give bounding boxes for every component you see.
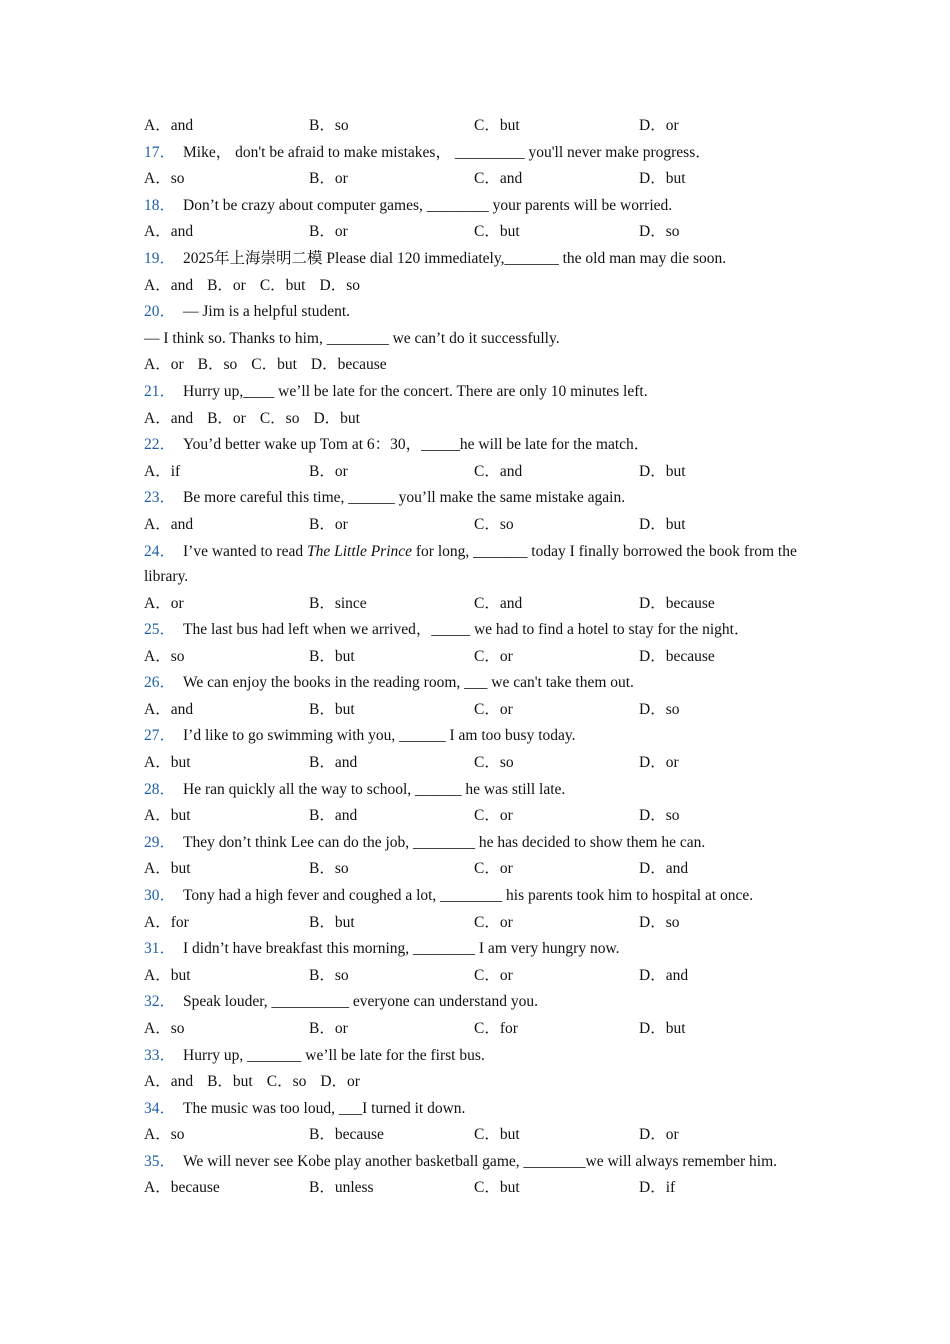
- question-text: 2025年上海崇明二模 Please dial 120 immediately,_______ the old man may die soon.: [183, 249, 727, 267]
- options-row: [144, 1069, 804, 1096]
- question-number: 30．: [144, 887, 176, 905]
- option-a: A．but: [144, 807, 191, 825]
- question-number: 21．: [144, 382, 176, 400]
- option-c: C．or: [474, 647, 513, 665]
- option-d: D．because: [639, 647, 715, 665]
- question-text: He ran quickly all the way to school, ______ he was still late.: [183, 780, 566, 798]
- option-c: C．for: [474, 1020, 518, 1037]
- question-number: 23．: [144, 489, 176, 507]
- options-row: [144, 856, 804, 883]
- option-a: A．or: [144, 594, 184, 612]
- options-row: [144, 697, 804, 724]
- option-d: D．or: [639, 1126, 679, 1144]
- question-number: 29．: [144, 833, 176, 851]
- option-b: B．so: [197, 356, 238, 374]
- question-number: 35．: [144, 1152, 176, 1170]
- question-text: Be more careful this time, ______ you’ll make the same mistake again.: [183, 489, 626, 507]
- option-d: D．but: [313, 409, 360, 427]
- option-b: B．or: [309, 1020, 348, 1037]
- question-text: We can enjoy the books in the reading room, ___ we can't take them out.: [183, 674, 634, 692]
- question-text: They don’t think Lee can do the job, ________ he has decided to show them he can.: [183, 833, 706, 851]
- question-29: [144, 830, 804, 857]
- question-18: [144, 193, 804, 220]
- option-c: C．or: [474, 700, 513, 718]
- option-a: A．and: [144, 223, 194, 241]
- option-b: B．so: [309, 966, 349, 984]
- options-row: [144, 1016, 804, 1043]
- question-30: [144, 883, 804, 910]
- question-text: Tony had a high fever and coughed a lot, ________ his parents took him to hospital at once.: [183, 887, 754, 905]
- option-b: B．or: [309, 462, 348, 480]
- option-c: C．or: [474, 860, 513, 878]
- option-c: C．and: [474, 594, 523, 612]
- options-row: [144, 591, 804, 618]
- question-text: Mike， don't be afraid to make mistakes， _________ you'll never make progress．: [183, 143, 711, 161]
- option-a: A．or: [144, 356, 184, 374]
- option-d: D．or: [320, 1073, 360, 1091]
- option-a: A．and: [144, 515, 194, 533]
- option-d: D．and: [639, 966, 689, 984]
- question-number: 25．: [144, 621, 176, 639]
- option-d: D．but: [639, 462, 686, 480]
- options-row: [144, 113, 804, 140]
- options-row: [144, 963, 804, 990]
- option-c: C．so: [266, 1073, 307, 1091]
- question-33: [144, 1043, 804, 1070]
- question-21: [144, 379, 804, 406]
- option-d: D．but: [639, 170, 686, 188]
- option-a: A．if: [144, 462, 181, 480]
- question-number: 34．: [144, 1099, 176, 1117]
- option-c: C．or: [474, 966, 513, 984]
- option-c: C．or: [474, 913, 513, 931]
- option-d: D．so: [639, 223, 680, 241]
- options-row: [144, 352, 804, 379]
- question-number: 20．: [144, 303, 176, 321]
- option-a: A．so: [144, 170, 185, 188]
- options-row: [144, 459, 804, 486]
- option-c: C．so: [474, 754, 514, 772]
- option-c: C．but: [251, 356, 297, 374]
- options-row: [144, 644, 804, 671]
- question-text: I didn’t have breakfast this morning, ________ I am very hungry now.: [183, 940, 620, 958]
- option-d: D．if: [639, 1179, 676, 1197]
- option-a: A．and: [144, 117, 194, 134]
- question-text: The music was too loud, ___I turned it down.: [183, 1099, 466, 1117]
- option-c: C．so: [474, 515, 514, 533]
- options-row: [144, 1175, 804, 1202]
- options-row: [144, 512, 804, 539]
- question-26: [144, 670, 804, 697]
- question-24: [144, 539, 804, 590]
- options-row: [144, 910, 804, 937]
- option-b: B．unless: [309, 1179, 374, 1197]
- question-text: — Jim is a helpful student.: [183, 303, 351, 321]
- option-b: B．so: [309, 860, 349, 878]
- option-b: B．but: [309, 647, 355, 665]
- question-34: [144, 1096, 804, 1123]
- question-text: I’d like to go swimming with you, ______ I am too busy today.: [183, 727, 576, 745]
- option-a: A．but: [144, 966, 191, 984]
- question-25: [144, 617, 804, 644]
- question-number: 28．: [144, 780, 176, 798]
- question-number: 17．: [144, 143, 176, 161]
- option-d: D．so: [639, 913, 680, 931]
- question-22: [144, 432, 804, 459]
- question-text: I’ve wanted to read: [183, 542, 307, 560]
- option-c: C．but: [474, 1126, 520, 1144]
- option-c: C．but: [474, 223, 520, 241]
- option-b: B．or: [207, 409, 246, 427]
- question-text: Hurry up,____ we’ll be late for the concert. There are only 10 minutes left.: [183, 382, 648, 400]
- option-c: C．or: [474, 807, 513, 825]
- option-b: B．but: [309, 913, 355, 931]
- question-number: 31．: [144, 940, 176, 958]
- question-35: [144, 1149, 804, 1175]
- option-a: A．but: [144, 860, 191, 878]
- question-number: 19．: [144, 249, 176, 267]
- question-text: You’d better wake up Tom at 6：30，_____he will be late for the match．: [183, 436, 650, 454]
- option-b: B．and: [309, 807, 358, 825]
- question-number: 24．: [144, 542, 176, 560]
- option-a: A．and: [144, 409, 194, 427]
- question-20-line-2: [144, 326, 804, 353]
- option-c: C．and: [474, 170, 523, 188]
- option-c: C．but: [259, 276, 306, 294]
- option-d: D．or: [639, 117, 679, 134]
- options-row: [144, 406, 804, 433]
- options-row: [144, 219, 804, 246]
- option-a: A．and: [144, 700, 194, 718]
- option-b: B．or: [207, 276, 246, 294]
- question-number: 26．: [144, 674, 176, 692]
- question-17: [144, 140, 804, 167]
- option-d: D．but: [639, 515, 686, 533]
- option-c: C．but: [474, 1179, 520, 1197]
- question-23: [144, 485, 804, 512]
- option-b: B．so: [309, 117, 349, 134]
- option-d: D．so: [319, 276, 360, 294]
- question-text-cont: for long, _______ today I finally borrowed the book from the library.: [144, 542, 797, 585]
- option-b: B．and: [309, 754, 358, 772]
- option-b: B．or: [309, 223, 348, 241]
- option-b: B．because: [309, 1126, 384, 1144]
- question-text: We will never see Kobe play another basketball game, ________we will always remember him.: [183, 1152, 778, 1170]
- option-a: A．so: [144, 1126, 185, 1144]
- question-list: [144, 113, 804, 1202]
- option-d: D．so: [639, 807, 680, 825]
- question-text: Hurry up, _______ we’ll be late for the first bus.: [183, 1046, 485, 1064]
- question-31: [144, 936, 804, 963]
- option-b: B．or: [309, 170, 348, 188]
- question-27: [144, 723, 804, 750]
- question-number: 33．: [144, 1046, 176, 1064]
- question-text: Speak louder, __________ everyone can understand you.: [183, 993, 538, 1011]
- option-d: D．and: [639, 860, 689, 878]
- option-c: C．so: [259, 409, 300, 427]
- option-d: D．because: [639, 594, 715, 612]
- question-19: [144, 246, 804, 273]
- option-a: A．so: [144, 1020, 185, 1037]
- question-32: [144, 989, 804, 1016]
- options-row: [144, 273, 804, 300]
- question-text: — I think so. Thanks to him, ________ we can’t do it successfully.: [144, 329, 560, 347]
- book-title: The Little Prince: [306, 542, 413, 560]
- options-row: [144, 803, 804, 830]
- options-row: [144, 750, 804, 777]
- option-d: D．but: [639, 1020, 686, 1037]
- option-a: A．because: [144, 1179, 220, 1197]
- option-d: D．because: [310, 356, 387, 374]
- question-28: [144, 777, 804, 804]
- option-b: B．or: [309, 515, 348, 533]
- option-a: A．and: [144, 1073, 194, 1091]
- option-d: D．so: [639, 700, 680, 718]
- option-c: C．but: [474, 117, 520, 134]
- option-a: A．for: [144, 913, 189, 931]
- option-d: D．or: [639, 754, 679, 772]
- option-c: C．and: [474, 462, 523, 480]
- option-a: A．but: [144, 754, 191, 772]
- option-a: A．and: [144, 276, 194, 294]
- question-number: 18．: [144, 196, 176, 214]
- question-number: 27．: [144, 727, 176, 745]
- question-20: [144, 299, 804, 326]
- question-number: 22．: [144, 436, 176, 454]
- option-a: A．so: [144, 647, 185, 665]
- option-b: B．but: [207, 1073, 253, 1091]
- options-row: [144, 1122, 804, 1149]
- question-text: The last bus had left when we arrived，_____ we had to find a hotel to stay for the night．: [183, 621, 750, 639]
- options-row: [144, 166, 804, 193]
- question-number: 32．: [144, 993, 176, 1011]
- option-b: B．but: [309, 700, 355, 718]
- question-text: Don’t be crazy about computer games, ________ your parents will be worried.: [183, 196, 673, 214]
- option-b: B．since: [309, 594, 367, 612]
